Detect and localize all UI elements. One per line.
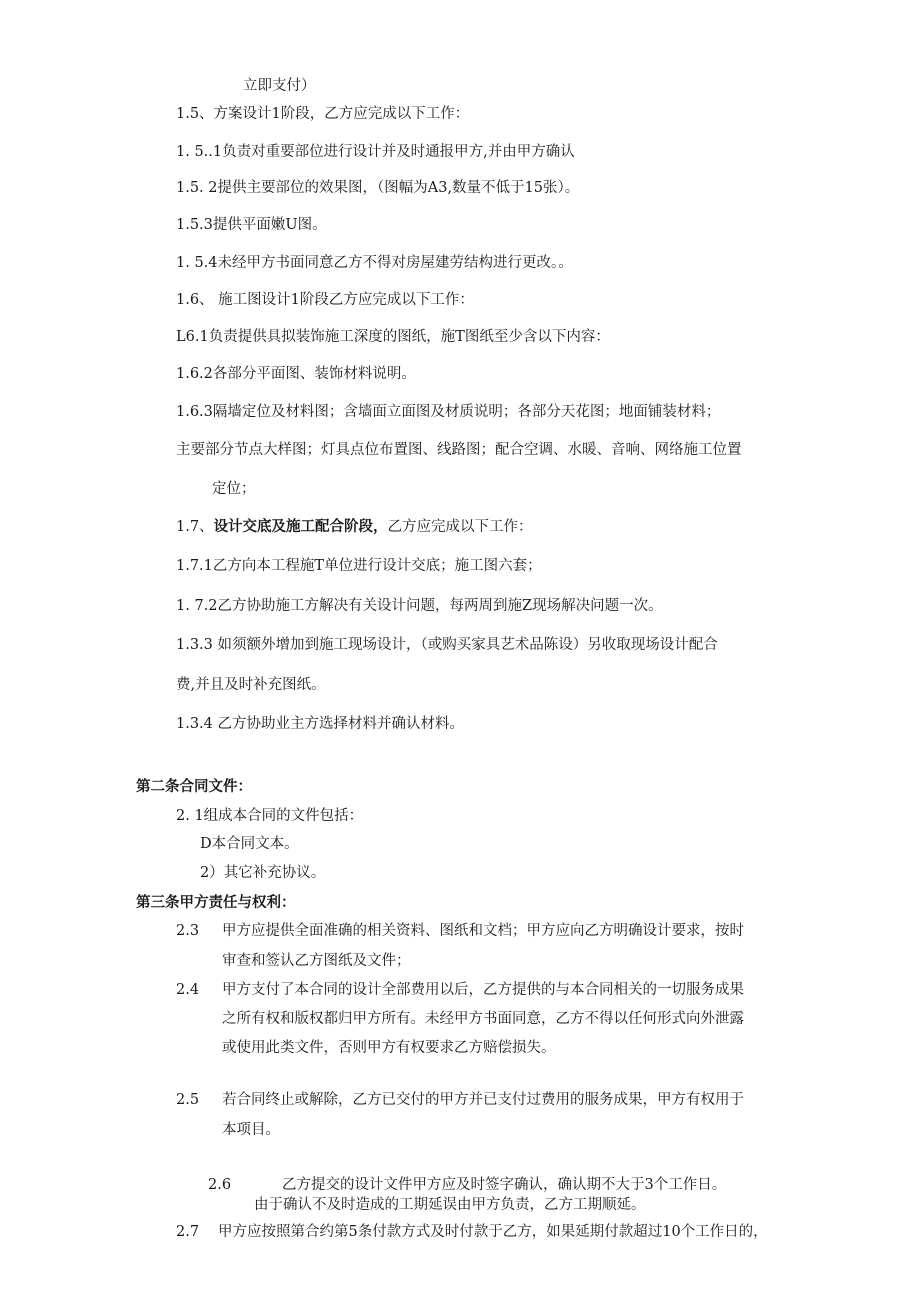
clause-2-4-number: 2.4 bbox=[176, 982, 200, 998]
clause-1-5: 1.5、方案设计1阶段，乙方应完成以下工作： bbox=[176, 106, 470, 122]
clause-1-6-3-end: 定位； bbox=[212, 481, 256, 497]
section-heading-3: 第三条甲方责任与权利： bbox=[136, 894, 296, 911]
list-item-2: 2）其它补充协议。 bbox=[200, 865, 326, 881]
clause-1-6: 1.6、 施工图设计1阶段乙方应完成以下工作： bbox=[176, 292, 474, 308]
clause-1-5-1: 1. 5..1负责对重要部位进行设计并及时通报甲方,并由甲方确认 bbox=[176, 144, 575, 160]
clause-2-1: 2. 1组成本合同的文件包括： bbox=[176, 808, 364, 824]
clause-1-6-3-cont: 主要部分节点大样图；灯具点位布置图、线路图；配合空调、水暖、音响、网络施工位置 bbox=[176, 442, 742, 458]
clause-1-6-2: 1.6.2各部分平面图、装饰材料说明。 bbox=[176, 366, 416, 382]
clause-2-6-number: 2.6 bbox=[208, 1177, 232, 1193]
clause-2-4: 甲方支付了本合同的设计全部费用以后，乙方提供的与本合同相关的一切服务成果 bbox=[222, 982, 744, 998]
clause-1-7-1: 1.7.1乙方向本工程施T单位进行设计交底；施工图六套； bbox=[176, 558, 542, 574]
clause-1-6-3: 1.6.3隔墙定位及材料图；含墙面立面图及材质说明；各部分天花图；地面铺装材料； bbox=[176, 404, 721, 420]
clause-1-5-4: 1. 5.4未经甲方书面同意乙方不得对房屋建劳结构进行更改。。 bbox=[176, 255, 573, 271]
clause-2-3-number: 2.3 bbox=[176, 923, 200, 939]
section-heading-2: 第二条合同文件： bbox=[136, 778, 252, 795]
clause-1-3-3-cont: 费,并且及时补充图纸。 bbox=[176, 677, 326, 693]
clause-1-3-4: 1.3.4 乙方协助业主方选择材料并确认材料。 bbox=[176, 716, 465, 732]
list-item-1: D本合同文本。 bbox=[200, 836, 299, 852]
clause-2-4-cont-1: 之所有权和版权都归甲方所有。未经甲方书面同意，乙方不得以任何形式向外泄露 bbox=[222, 1011, 744, 1027]
clause-1-7-heading: 设计交底及施工配合阶段， bbox=[213, 518, 388, 535]
clause-1-3-3: 1.3.3 如须额外增加到施工现场设计，（或购买家具艺术品陈设）另收取现场设计配合 bbox=[176, 637, 718, 653]
clause-2-5-cont: 本项目。 bbox=[222, 1122, 280, 1138]
clause-1-7 bbox=[176, 517, 533, 537]
clause-1-7-number: 1.7、 bbox=[176, 519, 214, 535]
clause-2-4-cont-2: 或使用此类文件，否则甲方有权要求乙方赔偿损失。 bbox=[222, 1040, 556, 1056]
clause-2-5: 若合同终止或解除，乙方已交付的甲方并已支付过费用的服务成果，甲方有权用于 bbox=[222, 1092, 744, 1108]
clause-1-7-text: 乙方应完成以下工作： bbox=[387, 519, 533, 535]
clause-1-7-2: 1. 7.2乙方协助施工方解决有关设计问题，每两周到施Z现场解决问题一次。 bbox=[176, 598, 663, 614]
clause-2-7: 甲方应按照第合约第5条付款方式及时付款于乙方，如果延期付款超过10个工作日的， bbox=[218, 1224, 768, 1240]
text-line: 立即支付） bbox=[243, 78, 316, 94]
clause-2-6-cont: 由于确认不及时造成的工期延误由甲方负责，乙方工期顺延。 bbox=[254, 1197, 646, 1213]
clause-2-3-cont: 审查和签认乙方图纸及文件； bbox=[222, 953, 411, 969]
clause-2-7-number: 2.7 bbox=[176, 1224, 200, 1240]
clause-1-5-2: 1.5. 2提供主要部位的效果图，（图幅为A3,数量不低于15张）。 bbox=[176, 180, 580, 196]
clause-1-6-1: L6.1负责提供具拟装饰施工深度的图纸，施T图纸至少含以下内容： bbox=[176, 329, 610, 345]
clause-1-5-3: 1.5.3提供平面嫩U图。 bbox=[176, 217, 327, 233]
clause-2-6: 乙方提交的设计文件甲方应及时签字确认，确认期不大于3个工作日。 bbox=[282, 1177, 727, 1193]
clause-2-3: 甲方应提供全面准确的相关资料、图纸和文档；甲方应向乙方明确设计要求，按时 bbox=[222, 923, 744, 939]
clause-2-5-number: 2.5 bbox=[176, 1092, 200, 1108]
